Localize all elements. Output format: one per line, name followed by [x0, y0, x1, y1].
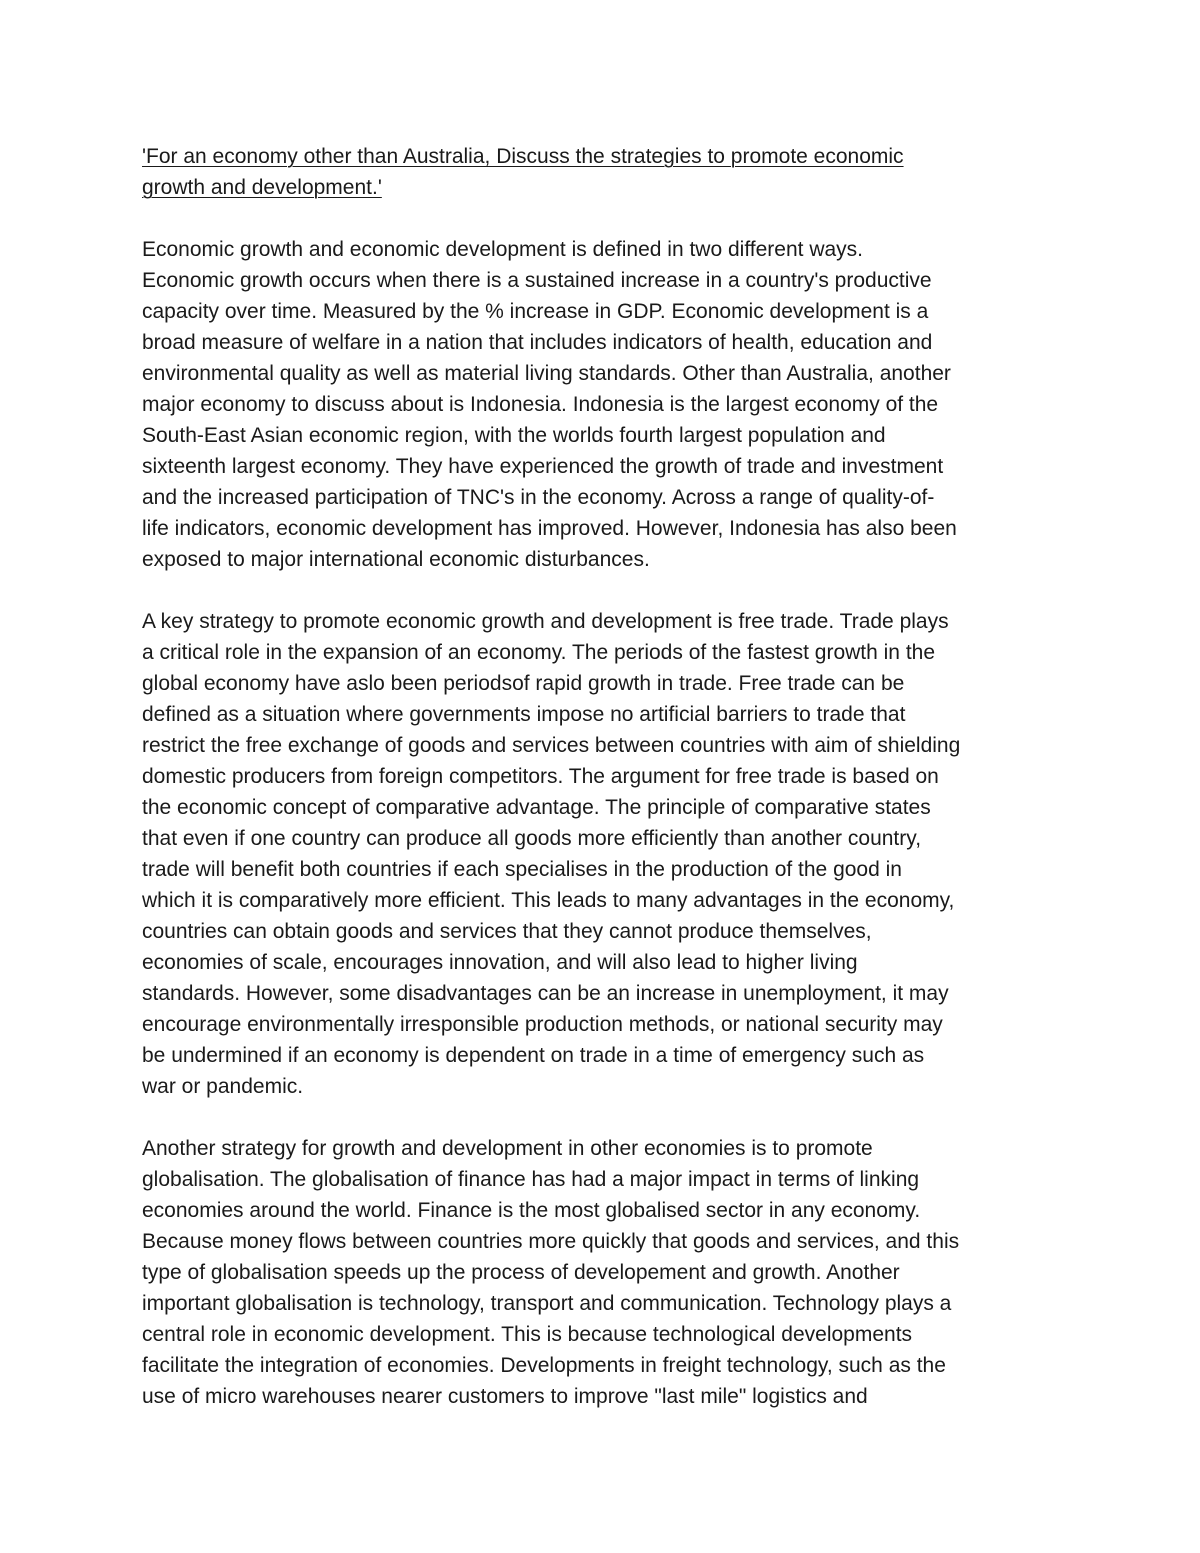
- paragraph-line: Because money flows between countries more quickly that goods and services, and this: [142, 1230, 960, 1253]
- paragraph-line: economies of scale, encourages innovation, and will also lead to higher living: [142, 951, 858, 974]
- paragraph-line: which it is comparatively more efficient. This leads to many advantages in the economy,: [142, 889, 955, 912]
- paragraph-line: economies around the world. Finance is the most globalised sector in any economy.: [142, 1199, 921, 1222]
- paragraph-line: use of micro warehouses nearer customers to improve "last mile" logistics and: [142, 1385, 868, 1408]
- paragraph-line: important globalisation is technology, transport and communication. Technology plays a: [142, 1292, 952, 1315]
- paragraph-line: restrict the free exchange of goods and services between countries with aim of shielding: [142, 734, 961, 757]
- paragraph-line: globalisation. The globalisation of finance has had a major impact in terms of linking: [142, 1168, 920, 1191]
- paragraph-line: South-East Asian economic region, with the worlds fourth largest population and: [142, 424, 886, 447]
- essay-title: [142, 141, 1072, 203]
- paragraph-line: trade will benefit both countries if each specialises in the production of the good in: [142, 858, 902, 881]
- paragraph-line: be undermined if an economy is dependent on trade in a time of emergency such as: [142, 1044, 925, 1067]
- paragraph-line: the economic concept of comparative advantage. The principle of comparative states: [142, 796, 931, 819]
- paragraph-line: standards. However, some disadvantages can be an increase in unemployment, it may: [142, 982, 949, 1005]
- paragraph-line: environmental quality as well as material living standards. Other than Australia, another: [142, 362, 951, 385]
- paragraph-line: Economic growth and economic development is defined in two different ways.: [142, 238, 864, 261]
- paragraph-line: that even if one country can produce all goods more efficiently than another country,: [142, 827, 922, 850]
- paragraph-line: broad measure of welfare in a nation that includes indicators of health, education and: [142, 331, 933, 354]
- title-line: growth and development.': [142, 176, 382, 199]
- paragraph-line: major economy to discuss about is Indonesia. Indonesia is the largest economy of the: [142, 393, 939, 416]
- paragraph-1: [142, 234, 1072, 575]
- paragraph-line: domestic producers from foreign competitors. The argument for free trade is based on: [142, 765, 939, 788]
- paragraph-line: exposed to major international economic disturbances.: [142, 548, 650, 571]
- paragraph-line: facilitate the integration of economies. Developments in freight technology, such as the: [142, 1354, 946, 1377]
- paragraph-line: A key strategy to promote economic growth and development is free trade. Trade plays: [142, 610, 949, 633]
- paragraph-line: Economic growth occurs when there is a sustained increase in a country's productive: [142, 269, 932, 292]
- paragraph-line: life indicators, economic development has improved. However, Indonesia has also been: [142, 517, 957, 540]
- paragraph-line: global economy have aslo been periodsof rapid growth in trade. Free trade can be: [142, 672, 905, 695]
- title-line: 'For an economy other than Australia, Discuss the strategies to promote economic: [142, 145, 904, 168]
- paragraph-3: [142, 1133, 1072, 1412]
- essay-paragraphs: [142, 234, 1072, 1412]
- document-body: [142, 141, 1072, 1412]
- paragraph-line: Another strategy for growth and development in other economies is to promote: [142, 1137, 873, 1160]
- paragraph-line: war or pandemic.: [142, 1075, 304, 1098]
- paragraph-line: capacity over time. Measured by the % increase in GDP. Economic development is a: [142, 300, 929, 323]
- paragraph-line: central role in economic development. This is because technological developments: [142, 1323, 913, 1346]
- paragraph-line: defined as a situation where governments impose no artificial barriers to trade that: [142, 703, 906, 726]
- paragraph-line: type of globalisation speeds up the process of developement and growth. Another: [142, 1261, 900, 1284]
- paragraph-line: and the increased participation of TNC's in the economy. Across a range of quality-of-: [142, 486, 935, 509]
- paragraph-line: encourage environmentally irresponsible production methods, or national security may: [142, 1013, 943, 1036]
- paragraph-line: sixteenth largest economy. They have experienced the growth of trade and investment: [142, 455, 944, 478]
- paragraph-line: a critical role in the expansion of an economy. The periods of the fastest growth in the: [142, 641, 936, 664]
- paragraph-2: [142, 606, 1072, 1102]
- paragraph-line: countries can obtain goods and services that they cannot produce themselves,: [142, 920, 872, 943]
